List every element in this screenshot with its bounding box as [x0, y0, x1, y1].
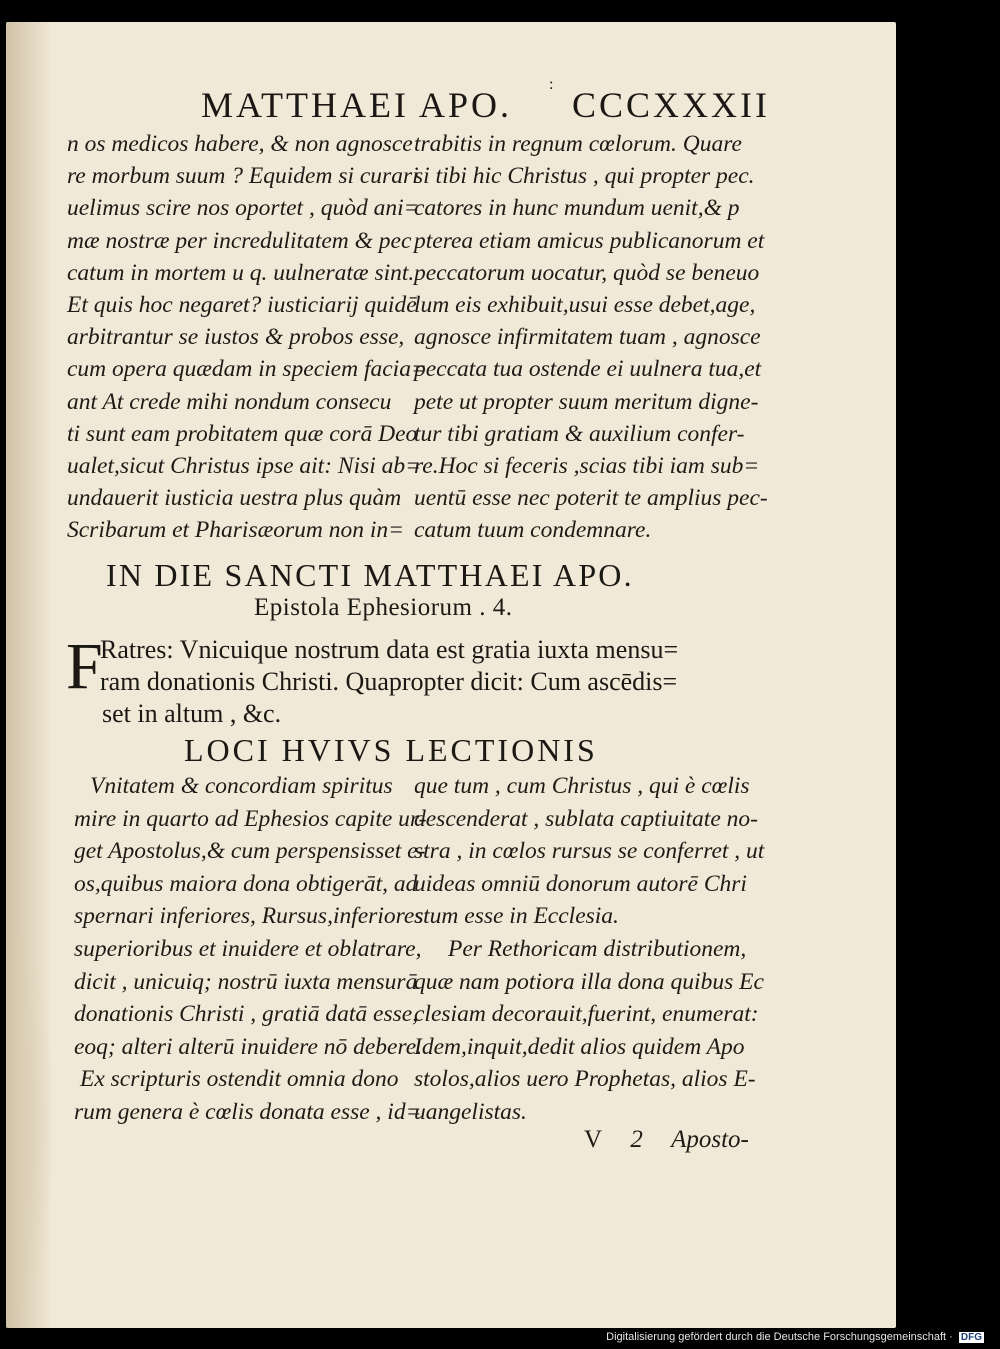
- text-line: eoq; alteri alterū inuidere nō debere.: [74, 1033, 423, 1060]
- text-line: uelimus scire nos oportet , quòd ani=: [67, 195, 420, 222]
- text-line: mire in quarto ad Ephesios capite ur-: [74, 805, 427, 832]
- text-line: Idem,inquit,dedit alios quidem Apo: [414, 1033, 745, 1060]
- feast-heading: IN DIE SANCTI MATTHAEI APO.: [106, 557, 634, 593]
- text-line: catum tuum condemnare.: [414, 517, 652, 544]
- text-line: trabitis in regnum cœlorum. Quare: [414, 131, 742, 157]
- text-line: peccata tua ostende ei uulnera tua,et: [414, 356, 762, 383]
- epistle-heading: Epistola Ephesiorum . 4.: [254, 594, 513, 621]
- text-line: ualet,sicut Christus ipse ait: Nisi ab=: [67, 452, 422, 479]
- loci-heading: LOCI HVIVS LECTIONIS: [184, 732, 598, 768]
- signature-mark: V: [584, 1126, 603, 1153]
- text-column-4: [414, 770, 764, 1129]
- text-line: descenderat , sublata captiuitate no-: [414, 805, 758, 832]
- text-line: uideas omniū donorum autorē Chri: [414, 870, 747, 897]
- folio-number: CCCXXXII: [571, 85, 770, 125]
- text-line: stum esse in Ecclesia.: [414, 903, 619, 930]
- text-line: os,quibus maiora dona obtigerāt, ad: [74, 870, 418, 897]
- text-line: cum opera quædam in speciem facia=: [67, 356, 427, 383]
- text-line: stolos,alios uero Prophetas, alios E-: [414, 1066, 756, 1093]
- text-line: rum genera è cœlis donata esse , id=: [74, 1098, 422, 1125]
- text-line: re.Hoc si feceris ,scias tibi iam sub=: [414, 452, 760, 479]
- catchword-line: [584, 1126, 749, 1154]
- book-page: [6, 22, 896, 1328]
- catchword: Aposto-: [671, 1126, 749, 1153]
- text-column-1: [67, 128, 427, 546]
- text-line: superioribus et inuidere et oblatrare,: [74, 935, 422, 962]
- signature-number: 2: [630, 1126, 643, 1153]
- text-line: n os medicos habere, & non agnosce: [67, 131, 413, 157]
- drop-cap-initial: F: [66, 630, 103, 703]
- text-line: clesiam decorauit,fuerint, enumerat:: [414, 1001, 759, 1028]
- text-column-2: [414, 128, 768, 546]
- running-head-separator: :: [549, 76, 557, 93]
- text-line: tur tibi gratiam & auxilium confer-: [414, 420, 745, 447]
- text-line: que tum , cum Christus , qui è cœlis: [414, 773, 750, 799]
- text-line: dicit , unicuiq; nostrū iuxta mensurā: [74, 968, 418, 995]
- text-line: lum eis exhibuit,usui esse debet,age,: [414, 291, 756, 318]
- text-line: si tibi hic Christus , qui propter pec.: [414, 163, 755, 190]
- running-head: [201, 76, 770, 125]
- text-line: pete ut propter suum meritum digne-: [414, 388, 759, 415]
- dfg-logo: DFG: [960, 1332, 982, 1343]
- text-line: Scribarum et Pharisæorum non in=: [67, 517, 405, 544]
- text-line: stra , in cœlos rursus se conferret , ut: [414, 838, 765, 865]
- text-column-3: [74, 770, 426, 1129]
- text-line: Ex scripturis ostendit omnia dono: [80, 1066, 399, 1093]
- text-line: agnosce infirmitatem tuam , agnosce: [414, 324, 761, 351]
- text-line: donationis Christi , gratiā datā esse,: [74, 1001, 419, 1028]
- text-line: catum in mortem u q. uulneratæ sint.: [67, 259, 415, 286]
- text-line: ti sunt eam probitatem quæ corā Deo: [67, 420, 418, 447]
- text-line: ant At crede mihi nondum consecu: [67, 388, 392, 415]
- text-line: Per Rethoricam distributionem,: [448, 935, 747, 962]
- scripture-line: Ratres: Vnicuique nostrum data est gratia iuxta mensu=: [100, 635, 679, 664]
- running-head-title: MATTHAEI APO.: [201, 85, 513, 125]
- text-line: undauerit iusticia uestra plus quàm: [67, 485, 402, 512]
- text-line: quæ nam potiora illa dona quibus Ec: [414, 968, 764, 995]
- text-line: Vnitatem & concordiam spiritus: [90, 773, 393, 799]
- digitization-credit: [606, 1331, 984, 1343]
- text-line: uentū esse nec poterit te amplius pec-: [414, 485, 768, 512]
- page-stain: [16, 922, 56, 1322]
- text-line: get Apostolus,& cum perspensisset e-: [74, 838, 426, 865]
- scripture-line: set in altum , &c.: [102, 699, 282, 728]
- text-line: arbitrantur se iustos & probos esse,: [67, 324, 405, 351]
- text-line: re morbum suum ? Equidem si curari: [67, 163, 419, 190]
- text-line: spernari inferiores, Rursus,inferiores: [74, 903, 424, 930]
- scripture-line: ram donationis Christi. Quapropter dicit: Cum ascēdis=: [100, 667, 678, 696]
- text-line: pterea etiam amicus publicanorum et: [414, 227, 765, 254]
- credit-text: Digitalisierung gefördert durch die Deutsche Forschungsgemeinschaft ·: [606, 1331, 953, 1343]
- text-line: mæ nostræ per incredulitatem & pec: [67, 227, 412, 254]
- text-line: uangelistas.: [414, 1098, 527, 1125]
- text-line: catores in hunc mundum uenit,& p: [414, 195, 740, 222]
- text-line: Et quis hoc negaret? iusticiarij quidē: [67, 291, 417, 318]
- text-line: peccatorum uocatur, quòd se beneuo: [414, 259, 760, 286]
